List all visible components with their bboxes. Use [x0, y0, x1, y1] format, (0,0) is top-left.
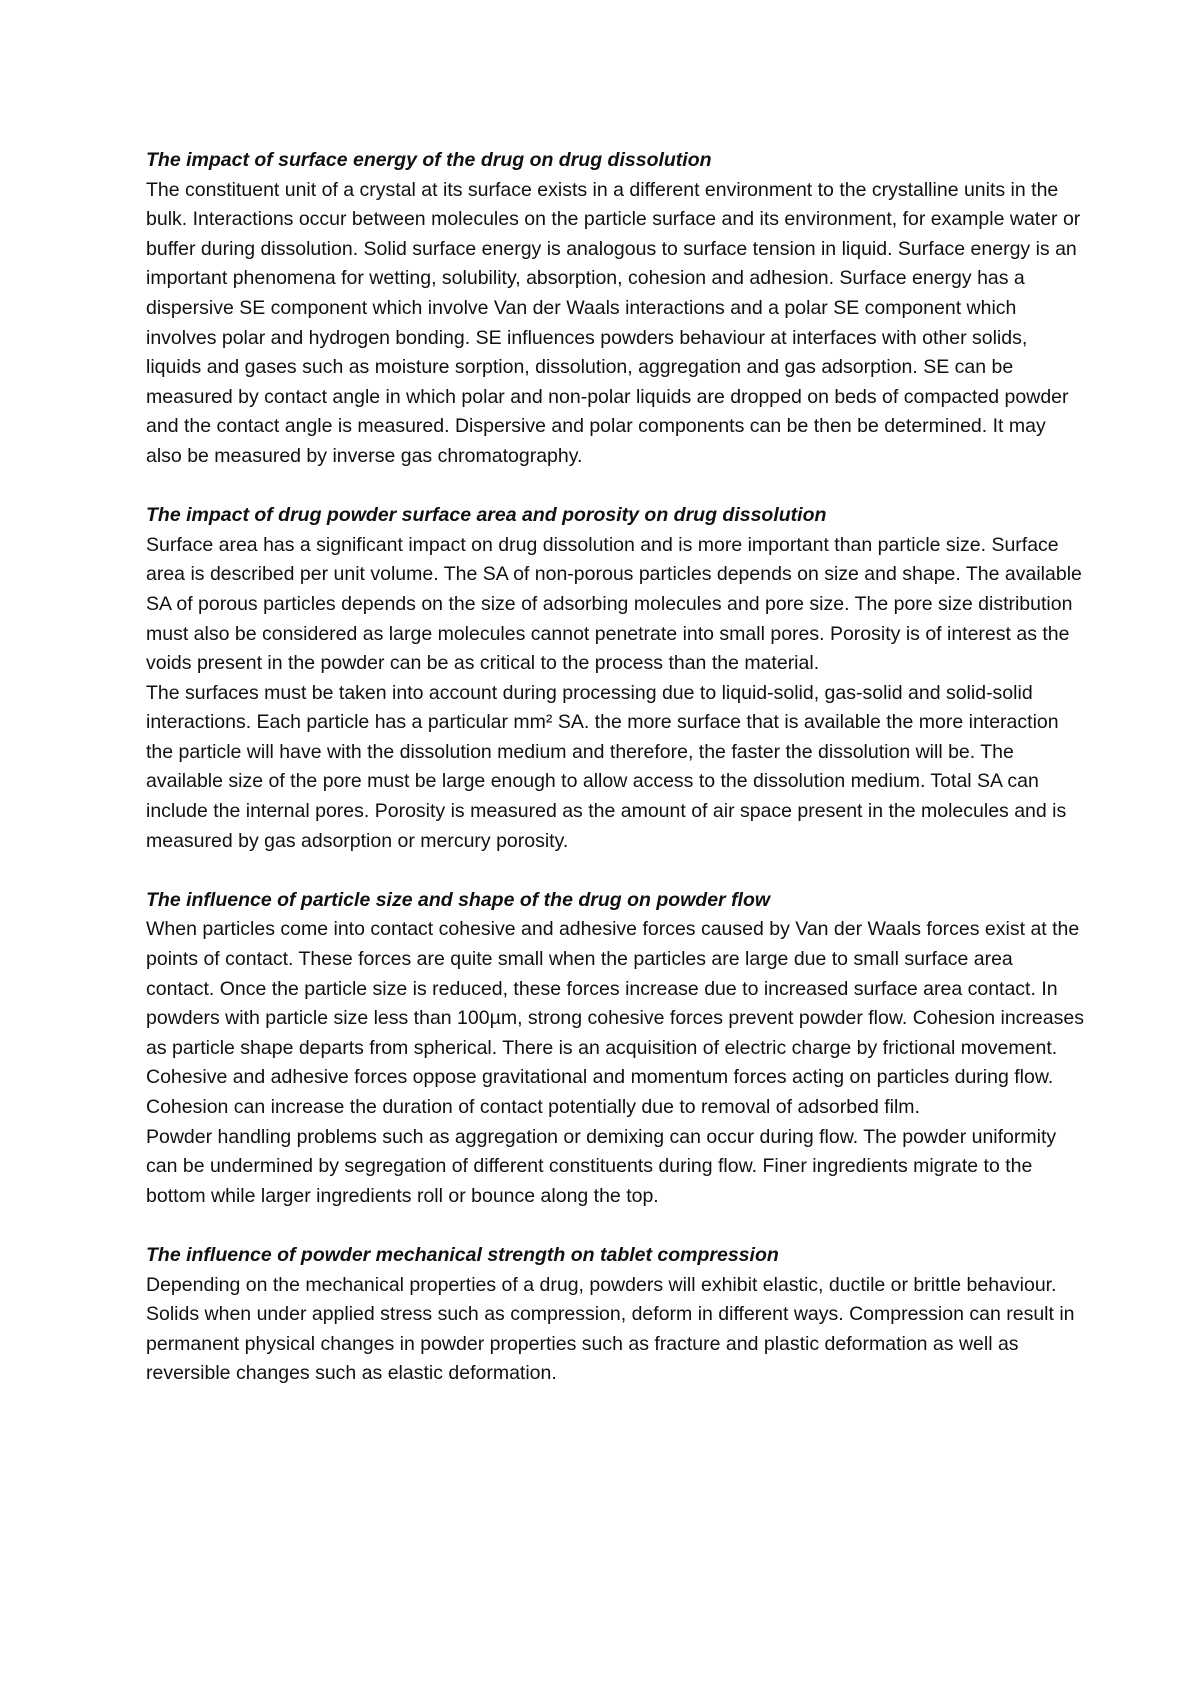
section-surface-energy	[146, 146, 1086, 472]
section-paragraph: Powder handling problems such as aggregation or demixing can occur during flow. The powder uniformity can be undermined by segregation of different constituents during flow. Finer ingredients migrate to the bottom while larger ingredients roll or bounce along the top.	[146, 1125, 1057, 1207]
section-paragraph: When particles come into contact cohesive and adhesive forces caused by Van der Waals forces exist at the points of contact. These forces are quite small when the particles are large due to small surface area contact. Once the particle size is reduced, these forces increase due to increased surface area contact. In powders with particle size less than 100µm, strong cohesive forces prevent powder flow. Cohesion increases as particle shape departs from spherical. There is an acquisition of electric charge by frictional movement. Cohesive and adhesive forces oppose gravitational and momentum forces acting on particles during flow. Cohesion can increase the duration of contact potentially due to removal of adsorbed film.	[146, 918, 1084, 1118]
section-heading: The impact of drug powder surface area and porosity on drug dissolution	[146, 504, 827, 527]
section-heading: The influence of powder mechanical strength on tablet compression	[146, 1243, 779, 1266]
document-body	[146, 146, 1086, 1419]
section-particle-size-flow	[146, 886, 1086, 1212]
section-paragraph: The surfaces must be taken into account during processing due to liquid-solid, gas-solid and solid-solid interactions. Each particle has a particular mm² SA. the more surface that is available the more interaction the particle will have with the dissolution medium and therefore, the faster the dissolution will be. The available size of the pore must be large enough to allow access to the dissolution medium. Total SA can include the internal pores. Porosity is measured as the amount of air space present in the molecules and is measured by gas adsorption or mercury porosity.	[146, 681, 1067, 852]
section-surface-area-porosity	[146, 501, 1086, 856]
section-paragraph: Surface area has a significant impact on drug dissolution and is more important than particle size. Surface area is described per unit volume. The SA of non-porous particles depends on size and shape. The available SA of porous particles depends on the size of adsorbing molecules and pore size. The pore size distribution must also be considered as large molecules cannot penetrate into small pores. Porosity is of interest as the voids present in the powder can be as critical to the process than the material.	[146, 533, 1082, 675]
section-heading: The impact of surface energy of the drug on drug dissolution	[146, 149, 712, 171]
section-heading: The influence of particle size and shape of the drug on powder flow	[146, 888, 771, 911]
section-paragraph: The constituent unit of a crystal at its surface exists in a different environment to the crystalline units in the bulk. Interactions occur between molecules on the particle surface and its environment, for example water or buffer during dissolution. Solid surface energy is analogous to surface tension in liquid. Surface energy is an important phenomena for wetting, solubility, absorption, cohesion and adhesion. Surface energy has a dispersive SE component which involve Van der Waals interactions and a polar SE component which involves polar and hydrogen bonding. SE influences powders behaviour at interfaces with other solids, liquids and gases such as moisture sorption, dissolution, aggregation and gas adsorption. SE can be measured by contact angle in which polar and non-polar liquids are dropped on beds of compacted powder and the contact angle is measured. Dispersive and polar components can be then be determined. It may also be measured by inverse gas chromatography.	[146, 178, 1081, 467]
section-mechanical-strength	[146, 1241, 1086, 1389]
section-paragraph: Depending on the mechanical properties of a drug, powders will exhibit elastic, ductile or brittle behaviour. Solids when under applied stress such as compression, deform in different ways. Compression can result in permanent physical changes in powder properties such as fracture and plastic deformation as well as reversible changes such as elastic deformation.	[146, 1273, 1075, 1385]
